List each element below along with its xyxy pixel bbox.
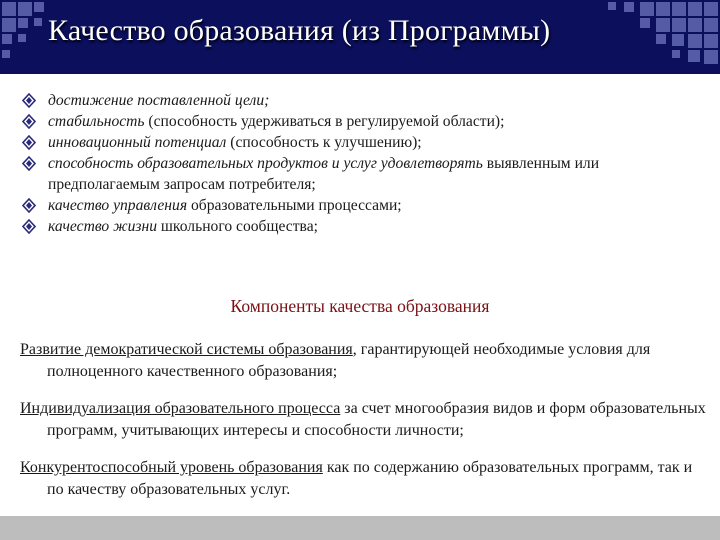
decorative-square	[18, 18, 28, 28]
decorative-square	[704, 18, 718, 32]
component-term: Конкурентоспособный уровень образования	[20, 459, 323, 476]
decorative-square	[34, 18, 42, 26]
list-item	[20, 216, 710, 237]
diamond-bullet-icon	[22, 156, 36, 171]
list-item-text: выявленным или предполагаемым запросам потребителя;	[48, 155, 600, 193]
list-item-text: (способность удерживаться в регулируемой области);	[144, 113, 505, 130]
quality-components	[20, 323, 710, 500]
decorative-square	[672, 34, 684, 46]
list-item	[20, 132, 710, 153]
list-item-emphasis: качество жизни	[48, 218, 158, 235]
section-subheading: Компоненты качества образования	[230, 296, 490, 316]
page-title: Качество образования (из Программы)	[48, 14, 551, 47]
list-item	[20, 153, 710, 195]
decorative-square	[18, 2, 32, 16]
component-paragraph	[20, 339, 710, 382]
decorative-square	[688, 50, 700, 62]
component-term: Индивидуализация образовательного процесса	[20, 400, 341, 417]
list-item	[20, 111, 710, 132]
decorative-square	[2, 18, 16, 32]
decorative-square	[672, 18, 686, 32]
list-item	[20, 195, 710, 216]
decorative-square	[672, 2, 686, 16]
decorative-square	[704, 34, 718, 48]
decorative-square	[2, 50, 10, 58]
decorative-square	[704, 50, 718, 64]
diamond-bullet-icon	[22, 135, 36, 150]
list-item-text: школьного сообщества;	[157, 218, 318, 235]
list-item-emphasis: инновационный потенциал	[48, 134, 227, 151]
component-term: Развитие демократической системы образования	[20, 341, 353, 358]
diamond-bullet-icon	[22, 93, 36, 108]
decorative-square	[2, 34, 12, 44]
decorative-square	[656, 34, 666, 44]
decorative-square	[656, 18, 670, 32]
quality-criteria-list	[20, 90, 710, 237]
title-banner	[0, 0, 720, 74]
decorative-square	[688, 18, 702, 32]
component-text: за счет многообразия видов и форм образовательных программ, учитывающих интересы и способности личности;	[47, 400, 706, 439]
decorative-square	[624, 2, 634, 12]
list-item-emphasis: качество управления	[48, 197, 188, 214]
decorative-square	[34, 2, 44, 12]
decorative-square	[704, 2, 718, 16]
component-text: , гарантирующей необходимые условия для полноценного качественного образования;	[47, 341, 651, 380]
list-item	[20, 90, 710, 111]
decorative-square	[688, 34, 702, 48]
decorative-square	[656, 2, 670, 16]
diamond-bullet-icon	[22, 219, 36, 234]
decorative-square	[640, 18, 650, 28]
footer-bar	[0, 516, 720, 540]
decorative-square	[2, 2, 16, 16]
list-item-text: (способность к улучшению);	[226, 134, 422, 151]
decorative-square	[18, 34, 26, 42]
component-text: как по содержанию образовательных программ, так и по качеству образовательных услуг.	[47, 459, 693, 498]
diamond-bullet-icon	[22, 198, 36, 213]
decorative-square	[640, 2, 654, 16]
decorative-square	[672, 50, 680, 58]
diamond-bullet-icon	[22, 114, 36, 129]
component-paragraph	[20, 398, 710, 441]
list-item-text: образовательными процессами;	[187, 197, 402, 214]
list-item-emphasis: способность образовательных продуктов и услуг удовлетворять	[48, 155, 483, 172]
decorative-square	[688, 2, 702, 16]
component-paragraph	[20, 457, 710, 500]
decorative-square	[608, 2, 616, 10]
list-item-emphasis: достижение поставленной цели;	[48, 92, 270, 109]
list-item-emphasis: стабильность	[48, 113, 145, 130]
